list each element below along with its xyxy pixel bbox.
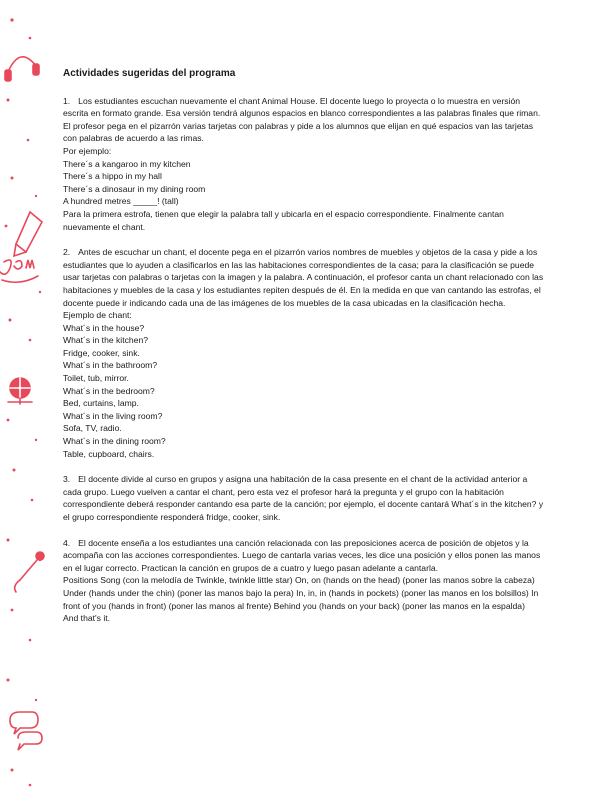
activity-number: 4. (63, 537, 71, 548)
activity-line: And that's it. (63, 613, 111, 624)
page-title: Actividades sugeridas del programa (63, 68, 236, 79)
activity-4 (63, 537, 545, 625)
activity-line: Ejemplo de chant: (63, 310, 132, 321)
activity-2 (63, 246, 545, 460)
activity-line: Bed, curtains, lamp. (63, 398, 139, 409)
activity-line: There´s a hippo in my hall (63, 171, 162, 182)
activity-line: Table, cupboard, chairs. (63, 448, 155, 459)
activity-line: Fridge, cooker, sink. (63, 347, 140, 358)
activity-number: 3. (63, 474, 71, 485)
activity-line: Para la primera estrofa, tienen que elegir la palabra tall y ubicarla en el espacio correspondiente. Finalmente cantan nuevamente el chant. (63, 208, 504, 232)
margin-decoration (0, 0, 55, 800)
activity-line: 1. Los estudiantes escuchan nuevamente el chant Animal House. El docente luego lo proyecta o lo muestra en versión escrita en formato grande. Esa versión tendrá algunos espacios en blanco correspondientes a las palabras finales que riman. El profesor pega en el pizarrón varias tarjetas con palabras y pide a los alumnos que elijan en qué espacios van las tarjetas con palabras de acuerdo a las rimas. (63, 95, 541, 144)
activity-line: What´s in the kitchen? (63, 335, 149, 346)
activity-line: Por ejemplo: (63, 145, 112, 156)
activity-line: There´s a kangaroo in my kitchen (63, 158, 191, 169)
activity-line: 4. El docente enseña a los estudiantes una canción relacionada con las preposiciones acerca de posición de objetos y la acompaña con las acciones correspondientes. Luego de cantarla varias veces, les dice una posición y ellos ponen las manos en el lugar correcto. Practican la canción en grupos de a cuatro y luego pasan adelante a cantarla. (63, 537, 541, 573)
headphones-icon (5, 57, 39, 81)
speech-bubbles-icon (10, 712, 42, 750)
activity-line: Toilet, tub, mirror. (63, 373, 129, 384)
activity-line: What´s in the living room? (63, 410, 163, 421)
globe-icon (8, 378, 32, 404)
activity-3 (63, 473, 545, 523)
activity-line: A hundred metres _____! (tall) (63, 196, 179, 207)
activity-1 (63, 95, 545, 234)
activity-line: What´s in the house? (63, 322, 145, 333)
activity-line: Sofa, TV, radio. (63, 423, 122, 434)
document-body (63, 68, 545, 638)
activity-line: What´s in the dining room? (63, 436, 166, 447)
jam-doodle-icon (0, 260, 38, 282)
activity-line: Positions Song (con la melodía de Twinkle, twinkle little star) On, on (hands on the head) (poner las manos sobre la cabeza) Under (hands under the chin) (poner las manos bajo la pera) In, in, in (hands in pockets) (poner las manos en los bolsillos) In front of you (hands in front) (poner las manos al frente) Behind you (hands on your back) (poner las manos en la espalda) (63, 575, 539, 611)
activity-number: 2. (63, 247, 71, 258)
activity-line: What´s in the bedroom? (63, 385, 155, 396)
activity-line: 2. Antes de escuchar un chant, el docente pega en el pizarrón varios nombres de muebles y objetos de la casa y pide a los estudiantes que lo ayuden a clasificarlos en las las habitaciones correspondientes de la casa; para la clasificación se puede usar tarjetas con palabras o tarjetas con la imagen y la palabra. A continuación, el profesor canta un chant relacionado con las habitaciones y muebles de la casa y los estudiantes repiten después de él. En la medida en que van cantando las estrofas, el docente puede ir indicando cada una de las imágenes de los muebles de la casa ubicadas en la clasificación hecha. (63, 247, 544, 308)
pencil-icon (14, 212, 42, 256)
activity-line: What´s in the bathroom? (63, 360, 158, 371)
activity-line: There´s a dinosaur in my dining room (63, 183, 206, 194)
activity-line: 3. El docente divide al curso en grupos y asigna una habitación de la casa presente en el chant de la actividad anterior a cada grupo. Luego vuelven a cantar el chant, pero esta vez el profesor hará la pregunta y el grupo con la habitación correspondiente deberá responder cantando esa parte de la canción; por ejemplo, el docente cantará What´s in the kitchen? y el grupo correspondiente responderá fridge, cooker, sink. (63, 474, 544, 522)
microphone-icon (15, 552, 44, 592)
activity-number: 1. (63, 95, 71, 106)
